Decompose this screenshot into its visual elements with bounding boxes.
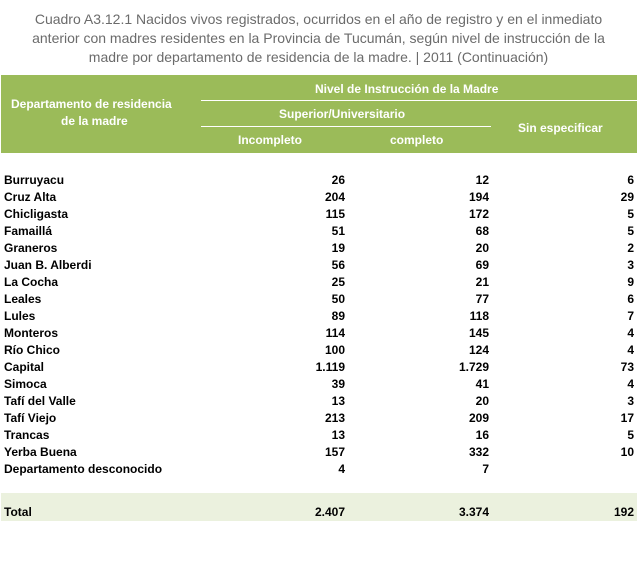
- sin-cell: 2: [627, 241, 634, 255]
- sin-cell: 4: [627, 343, 634, 357]
- completo-cell: 20: [475, 394, 489, 408]
- sin-cell: 6: [627, 292, 634, 306]
- table-row: [1, 392, 637, 409]
- completo-cell: 16: [475, 428, 489, 442]
- table-header: [1, 75, 637, 153]
- incompleto-cell: 114: [325, 326, 345, 340]
- dept-cell: Capital: [4, 360, 45, 374]
- completo-cell: 194: [468, 190, 489, 204]
- incompleto-cell: 13: [331, 428, 345, 442]
- table-row: [1, 307, 637, 324]
- header-divider: [201, 100, 637, 101]
- dept-cell: Burruyacu: [4, 173, 65, 187]
- sin-cell: 9: [627, 275, 634, 289]
- table-row: [1, 205, 637, 222]
- table-row: [1, 256, 637, 273]
- incompleto-cell: 115: [325, 207, 345, 221]
- incompleto-cell: 26: [331, 173, 345, 187]
- title-line: Cuadro A3.12.1 Nacidos vivos registrados, ocurridos en el año de registro y en el inmediato: [34, 11, 603, 27]
- completo-cell: 145: [468, 326, 489, 340]
- table-row: [1, 426, 637, 443]
- header-superior: Superior/Universitario: [279, 107, 406, 121]
- incompleto-cell: 100: [324, 343, 345, 357]
- header-dept-line1: Departamento de residencia: [11, 97, 172, 111]
- total-sin: 192: [613, 505, 634, 519]
- sin-cell: 5: [627, 428, 634, 442]
- incompleto-cell: 1.119: [315, 360, 345, 374]
- completo-cell: 68: [475, 224, 489, 238]
- header-sin-especificar: Sin especificar: [518, 121, 603, 135]
- dept-cell: Río Chico: [4, 343, 60, 357]
- incompleto-cell: 19: [331, 241, 345, 255]
- sin-cell: 4: [627, 326, 634, 340]
- completo-cell: 7: [482, 462, 489, 476]
- incompleto-cell: 39: [331, 377, 345, 391]
- completo-cell: 12: [475, 173, 489, 187]
- header-incompleto: Incompleto: [238, 133, 303, 147]
- total-label: Total: [4, 505, 32, 519]
- table-row: [1, 273, 637, 290]
- completo-cell: 77: [475, 292, 489, 306]
- incompleto-cell: 204: [324, 190, 345, 204]
- total-incompleto: 2.407: [314, 505, 345, 519]
- sin-cell: 6: [627, 173, 634, 187]
- header-nivel: Nivel de Instrucción de la Madre: [315, 82, 499, 96]
- sin-cell: 7: [627, 309, 634, 323]
- total-row: [1, 493, 637, 521]
- incompleto-cell: 157: [324, 445, 345, 459]
- incompleto-cell: 4: [338, 462, 345, 476]
- incompleto-cell: 213: [324, 411, 345, 425]
- completo-cell: 332: [468, 445, 489, 459]
- table-row: [1, 188, 637, 205]
- dept-cell: La Cocha: [4, 275, 59, 289]
- completo-cell: 118: [469, 309, 489, 323]
- dept-cell: Cruz Alta: [4, 190, 57, 204]
- header-dept-line2: de la madre: [61, 114, 128, 128]
- completo-cell: 209: [468, 411, 489, 425]
- sin-cell: 17: [620, 411, 634, 425]
- incompleto-cell: 56: [331, 258, 345, 272]
- header-completo: completo: [390, 133, 444, 147]
- sin-cell: 5: [627, 224, 634, 238]
- completo-cell: 41: [475, 377, 489, 391]
- incompleto-cell: 51: [331, 224, 345, 238]
- completo-cell: 20: [475, 241, 489, 255]
- incompleto-cell: 50: [331, 292, 345, 306]
- table-row: [1, 460, 637, 477]
- sin-cell: 3: [627, 258, 634, 272]
- dept-cell: Famaillá: [4, 224, 53, 238]
- completo-cell: 69: [475, 258, 489, 272]
- table-row: [1, 341, 637, 358]
- title-line: madre por departamento de residencia de la madre. | 2011 (Continuación): [88, 49, 549, 65]
- incompleto-cell: 13: [331, 394, 345, 408]
- dept-cell: Simoca: [4, 377, 47, 391]
- table-row: [1, 171, 637, 188]
- sin-cell: 4: [627, 377, 634, 391]
- completo-cell: 1.729: [458, 360, 489, 374]
- dept-cell: Yerba Buena: [4, 445, 77, 459]
- sin-cell: 3: [627, 394, 634, 408]
- table-row: [1, 409, 637, 426]
- dept-cell: Chicligasta: [4, 207, 69, 221]
- sin-cell: 29: [620, 190, 634, 204]
- dept-cell: Trancas: [4, 428, 50, 442]
- incompleto-cell: 25: [331, 275, 345, 289]
- table-row: [1, 222, 637, 239]
- dept-cell: Graneros: [4, 241, 58, 255]
- table-row: [1, 290, 637, 307]
- table-body: [1, 171, 637, 477]
- dept-cell: Tafí Viejo: [4, 411, 57, 425]
- dept-cell: Juan B. Alberdi: [4, 258, 92, 272]
- incompleto-cell: 89: [331, 309, 345, 323]
- completo-cell: 124: [468, 343, 489, 357]
- table-row: [1, 239, 637, 256]
- completo-cell: 172: [468, 207, 489, 221]
- completo-cell: 21: [475, 275, 489, 289]
- total-completo: 3.374: [458, 505, 489, 519]
- header-divider: [201, 126, 491, 127]
- dept-cell: Departamento desconocido: [4, 462, 163, 476]
- dept-cell: Lules: [4, 309, 36, 323]
- sin-cell: 5: [627, 207, 634, 221]
- dept-cell: Leales: [4, 292, 42, 306]
- table-row: [1, 375, 637, 392]
- sin-cell: 10: [620, 445, 634, 459]
- dept-cell: Tafí del Valle: [4, 394, 76, 408]
- dept-cell: Monteros: [4, 326, 58, 340]
- title-line: anterior con madres residentes en la Provincia de Tucumán, según nivel de instrucción de la: [32, 30, 605, 46]
- table-row: [1, 443, 637, 460]
- sin-cell: 73: [620, 360, 634, 374]
- table-row: [1, 324, 637, 341]
- table-title: [0, 10, 637, 67]
- table-row: [1, 358, 637, 375]
